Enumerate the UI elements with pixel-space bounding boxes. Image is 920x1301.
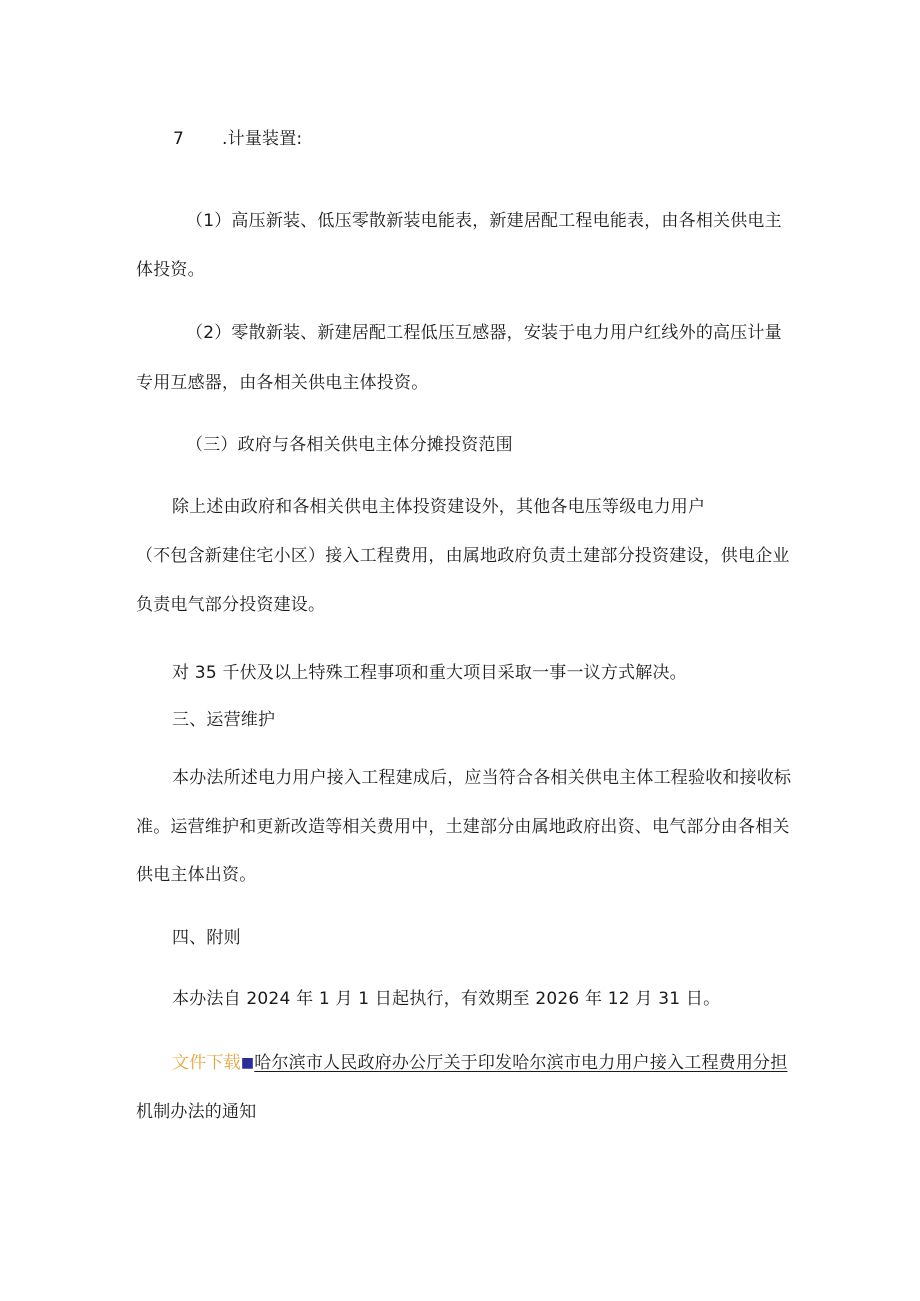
square-bullet-icon: ■ — [240, 1055, 255, 1071]
item-2-line-1: （2）零散新装、新建居配工程低压互感器，安装于电力用户红线外的高压计量 — [186, 323, 782, 343]
download-link[interactable]: 哈尔滨市人民政府办公厅关于印发哈尔滨市电力用户接入工程费用分担 — [254, 1053, 788, 1073]
download-line-2[interactable]: 机制办法的通知 — [136, 1102, 257, 1122]
special-projects-paragraph: 对 35 千伏及以上特殊工程事项和重大项目采取一事一议方式解决。 — [172, 663, 687, 683]
item-2-line-2: 专用互感器，由各相关供电主体投资。 — [136, 373, 429, 393]
item-1-line-1: （1）高压新装、低压零散新装电能表，新建居配工程电能表，由各相关供电主 — [186, 211, 782, 231]
appendix-heading: 四、附则 — [172, 928, 241, 948]
section-7-heading — [173, 128, 302, 150]
operations-line-1: 本办法所述电力用户接入工程建成后，应当符合各相关供电主体工程验收和接收标 — [172, 768, 792, 788]
operations-line-2: 准。运营维护和更新改造等相关费用中，土建部分由属地政府出资、电气部分由各相关 — [136, 817, 790, 837]
scope-line-1: 除上述由政府和各相关供电主体投资建设外，其他各电压等级电力用户 — [172, 497, 706, 517]
section-title: .计量装置: — [222, 129, 303, 149]
section-number: 7 — [173, 129, 185, 149]
scope-line-2: （不包含新建住宅小区）接入工程费用，由属地政府负责土建部分投资建设，供电企业 — [136, 546, 790, 566]
item-1-line-2: 体投资。 — [136, 260, 205, 280]
operations-line-3: 供电主体出资。 — [136, 865, 257, 885]
download-line-1 — [172, 1052, 787, 1074]
download-label[interactable]: 文件下载 — [172, 1053, 241, 1073]
section-3-heading: （三）政府与各相关供电主体分摊投资范围 — [186, 435, 513, 455]
scope-line-3: 负责电气部分投资建设。 — [136, 595, 326, 615]
operations-heading: 三、运营维护 — [172, 710, 276, 730]
effective-date-paragraph: 本办法自 2024 年 1 月 1 日起执行，有效期至 2026 年 12 月 31 日。 — [172, 989, 721, 1009]
